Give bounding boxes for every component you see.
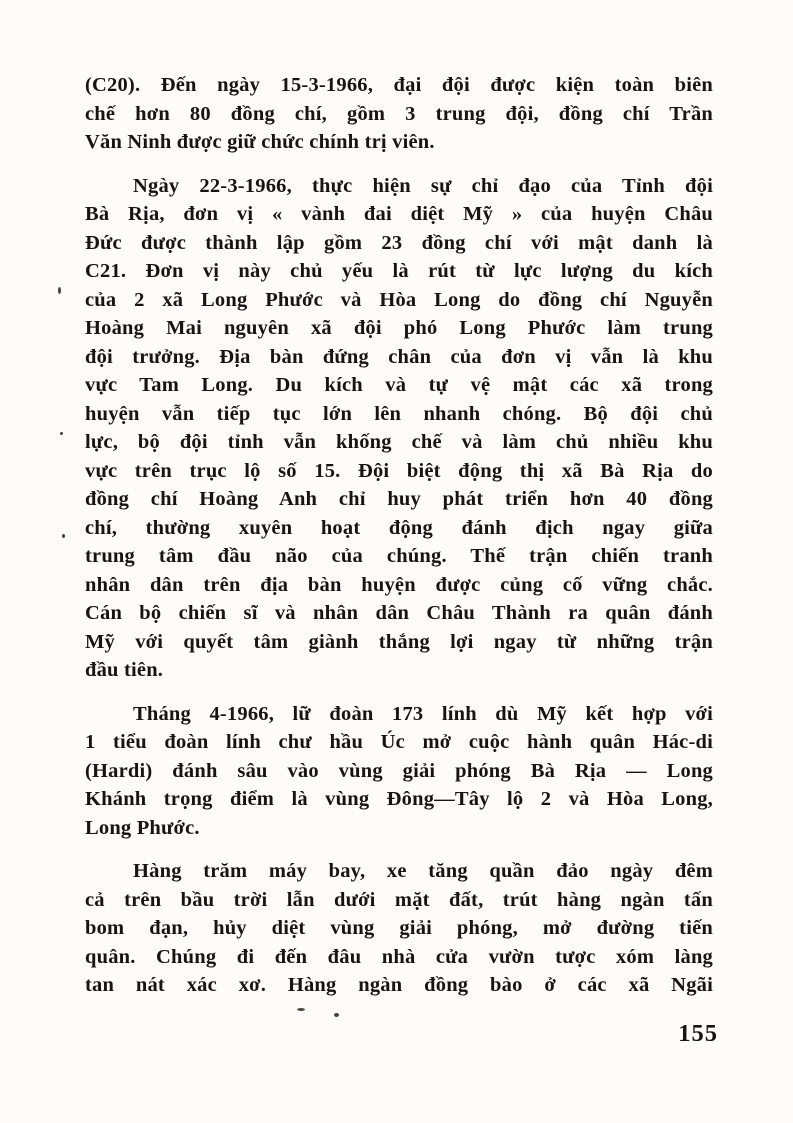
text-line: chế hơn 80 đồng chí, gồm 3 trung đội, đồng chí Trần bbox=[85, 102, 713, 125]
text-line: Khánh trọng điểm là vùng Đông—Tây lộ 2 và Hòa Long, bbox=[85, 788, 713, 810]
text-line: (Hardi) đánh sâu vào vùng giải phóng Bà Rịa — Long bbox=[85, 759, 713, 782]
text-line: C21. Đơn vị này chủ yếu là rút từ lực lượng du kích bbox=[85, 260, 713, 282]
text-line: Tháng 4-1966, lữ đoàn 173 lính dù Mỹ kết hợp với bbox=[133, 702, 713, 725]
scan-speck bbox=[297, 1008, 305, 1011]
text-line: Mỹ với quyết tâm giành thắng lợi ngay từ những trận bbox=[85, 630, 713, 653]
text-line: (C20). Đến ngày 15-3-1966, đại đội được kiện toàn biên bbox=[85, 74, 713, 96]
text-line: tan nát xác xơ. Hàng ngàn đồng bào ở các xã Ngãi bbox=[85, 974, 713, 996]
text-line: Bà Rịa, đơn vị « vành đai diệt Mỹ » của huyện Châu bbox=[85, 203, 713, 225]
text-line: nhân dân trên địa bàn huyện được củng cố vững chắc. bbox=[85, 573, 713, 596]
text-line: Đức được thành lập gồm 23 đồng chí với mật danh là bbox=[85, 231, 713, 254]
text-line: đội trưởng. Địa bàn đứng chân của đơn vị vẫn là khu bbox=[85, 345, 713, 368]
text-line: Ngày 22-3-1966, thực hiện sự chỉ đạo của Tỉnh đội bbox=[133, 174, 713, 197]
text-line: chí, thường xuyên hoạt động đánh địch ngay giữa bbox=[85, 516, 713, 539]
text-line: Hoàng Mai nguyên xã đội phó Long Phước làm trung bbox=[85, 317, 713, 339]
text-line: bom đạn, hủy diệt vùng giải phóng, mở đường tiến bbox=[85, 917, 713, 939]
text-line: Văn Ninh được giữ chức chính trị viên. bbox=[85, 131, 435, 153]
paragraph bbox=[85, 172, 713, 685]
text-line: huyện vẫn tiếp tục lớn lên nhanh chóng. Bộ đội chủ bbox=[85, 402, 713, 425]
text-line: lực, bộ đội tỉnh vẫn khống chế và làm chủ nhiều khu bbox=[85, 431, 713, 453]
text-line: Long Phước. bbox=[85, 816, 200, 839]
scan-speck bbox=[58, 287, 61, 294]
scan-speck bbox=[334, 1013, 339, 1017]
text-line: vực Tam Long. Du kích và tự vệ mật các xã trong bbox=[85, 374, 713, 396]
text-line: Hàng trăm máy bay, xe tăng quần đảo ngày đêm bbox=[133, 860, 713, 882]
text-line: vực trên trục lộ số 15. Đội biệt động thị xã Bà Rịa do bbox=[85, 459, 713, 482]
text-line: trung tâm đầu não của chúng. Thế trận chiến tranh bbox=[85, 545, 713, 567]
text-line: cả trên bầu trời lẫn dưới mặt đất, trút hàng ngàn tấn bbox=[85, 888, 713, 911]
paragraph bbox=[85, 700, 713, 843]
text-block bbox=[85, 71, 713, 1000]
scan-speck bbox=[60, 432, 63, 435]
text-line: quân. Chúng đi đến đâu nhà cửa vườn tược xóm làng bbox=[85, 945, 713, 968]
text-line: đồng chí Hoàng Anh chỉ huy phát triển hơn 40 đồng bbox=[85, 488, 713, 510]
text-line: đầu tiên. bbox=[85, 659, 164, 681]
text-line: 1 tiểu đoàn lính chư hầu Úc mở cuộc hành quân Hác-di bbox=[85, 731, 713, 753]
paragraph bbox=[85, 71, 713, 157]
text-line: Cán bộ chiến sĩ và nhân dân Châu Thành ra quân đánh bbox=[85, 602, 713, 624]
paragraph bbox=[85, 857, 713, 1000]
scan-speck bbox=[62, 534, 65, 538]
page-number: 155 bbox=[678, 1020, 718, 1047]
text-line: của 2 xã Long Phước và Hòa Long do đồng chí Nguyễn bbox=[85, 288, 713, 311]
